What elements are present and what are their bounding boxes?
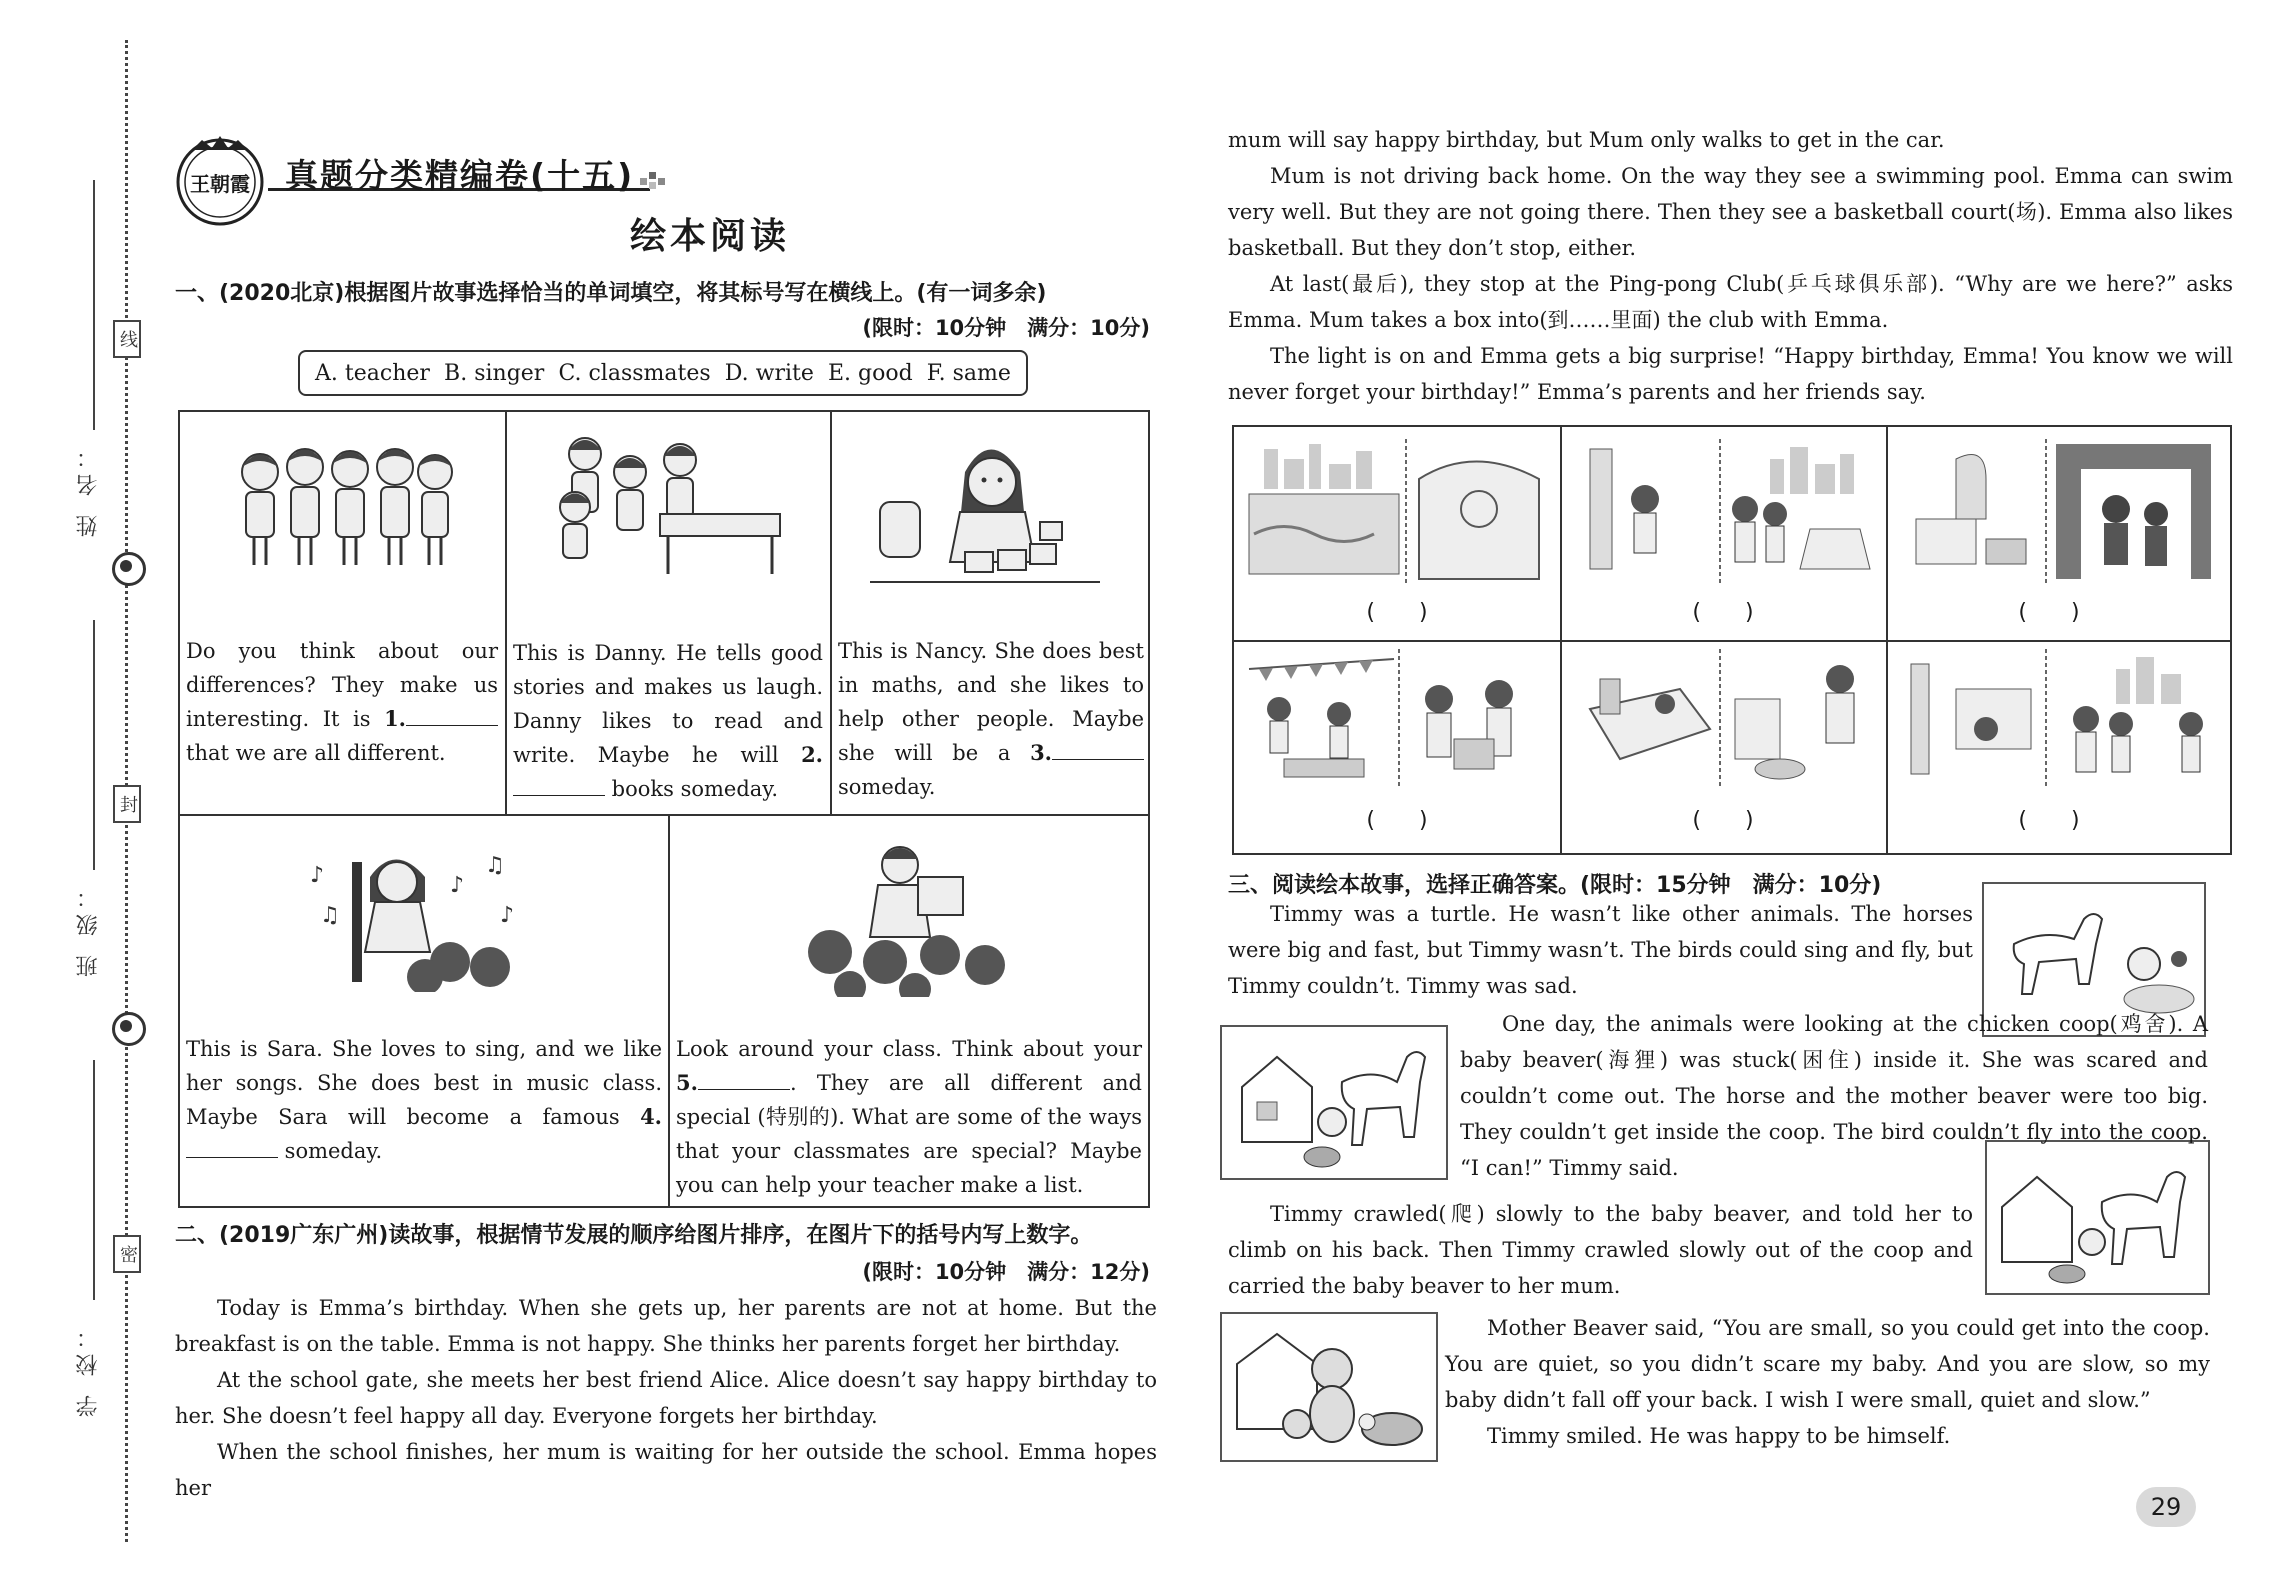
- grid-divider: [505, 412, 507, 814]
- part3-paragraph-3: Timmy crawled(爬) slowly to the baby beaver, and told her to climb on his back. Then Timmy crawled slowly out of the coop and carried the baby beaver to her mum.: [1228, 1202, 1973, 1298]
- scene-pingpong-club-illustration: [1896, 439, 2216, 588]
- answer-blank-5[interactable]: [698, 1069, 790, 1090]
- name-label: 姓 名：: [76, 440, 101, 537]
- part3-instruction: 三、阅读绘本故事，选择正确答案。(限时：15分钟 满分：10分): [1228, 873, 1882, 898]
- page-subtitle: 绘本阅读: [630, 216, 791, 257]
- story-paragraph: At last(最后), they stop at the Ping-pong Club(乒乓球俱乐部). “Why are we here?” asks Emma. Mum takes a box into(到……里面) the club with Emma.: [1228, 272, 2233, 332]
- part1-limit: (限时：10分钟 满分：10分): [862, 316, 1150, 340]
- cut-mark-bottom: 密: [113, 1235, 141, 1273]
- svg-text:♪: ♪: [310, 863, 325, 888]
- svg-text:♫: ♫: [320, 903, 340, 928]
- cell-text-before: Do you think about our differences? They make us interesting. It is: [186, 639, 498, 731]
- scene-pool-court-illustration: [1244, 439, 1549, 588]
- answer-blank-2[interactable]: [513, 775, 605, 796]
- coop-animals-picture: [1220, 1025, 1448, 1180]
- sara-singing-illustration: [300, 842, 530, 996]
- cell-text-after: that we are all different.: [186, 741, 446, 765]
- blank-number: 5.: [676, 1070, 698, 1095]
- cell-text-before: Look around your class. Think about your: [676, 1037, 1142, 1061]
- scene-bedroom-breakfast-illustration: [1570, 649, 1875, 793]
- word-bank: [298, 350, 1028, 396]
- binding-hole-icon: [112, 1012, 146, 1046]
- part3-paragraph-4: Mother Beaver said, “You are small, so you could get into the coop. You are quiet, so you didn’t scare my baby. And you are slow, so my baby didn’t fall off your back. I wish I were small, quiet and slow.”: [1445, 1316, 2210, 1412]
- answer-blank-3[interactable]: [1052, 739, 1144, 760]
- story-paragraph: The light is on and Emma gets a big surprise! “Happy birthday, Emma! You know we will never forget your birthday!” Emma’s parents and her friends say.: [1228, 344, 2233, 404]
- part2-limit: (限时：10分钟 满分：12分): [862, 1260, 1150, 1284]
- blank-number: 4.: [640, 1104, 662, 1129]
- name-underline: [93, 180, 95, 430]
- order-answer-parens[interactable]: ( ): [1366, 808, 1428, 833]
- story-paragraph: When the school finishes, her mum is waiting for her outside the school. Emma hopes her: [175, 1440, 1157, 1500]
- cell-text-after: someday.: [838, 775, 936, 799]
- cell-text-before: This is Danny. He tells good stories and makes us laugh. Danny likes to read and write. Maybe he will: [513, 641, 823, 767]
- cell-text-after: someday.: [278, 1139, 383, 1163]
- grid-divider: [668, 814, 670, 1208]
- nancy-cards-illustration: [870, 432, 1110, 601]
- cell-text-before: This is Nancy. She does best in maths, and she likes to help other people. Maybe she will be a: [838, 639, 1144, 765]
- scene-school-gate-illustration: [1570, 439, 1875, 588]
- order-answer-parens[interactable]: ( ): [1692, 600, 1754, 625]
- class-label: 班 级：: [76, 880, 101, 977]
- title-ornament-icon: [640, 170, 670, 198]
- blank-number: 3.: [1030, 740, 1052, 765]
- school-label: 学 校：: [76, 1320, 101, 1417]
- grid-divider: [1886, 427, 1888, 853]
- scene-car-ride-illustration: [1896, 649, 2216, 793]
- word-option: F. same: [926, 360, 1011, 386]
- svg-text:♪: ♪: [500, 903, 515, 928]
- part1-cell-3-text: [838, 634, 1144, 804]
- beavers-turtle-picture: [1220, 1312, 1438, 1462]
- cut-mark-mid: 封: [113, 785, 141, 823]
- part1-cell-1-text: [186, 634, 498, 770]
- story-paragraph: Mum is not driving back home. On the way they see a swimming pool. Emma can swim very well. But they are not going there. Then they see a basketball court(场). Emma also likes basketball. But they don’t stop, either.: [1228, 164, 2233, 260]
- grid-divider: [1234, 640, 2230, 642]
- blank-number: 1.: [384, 706, 406, 731]
- cell-text-after: . They are all different and special (特别的). What are some of the ways that your classmates are special? Maybe you can help your teacher make a list.: [676, 1071, 1142, 1197]
- part2-instruction: 二、(2019广东广州)读故事，根据情节发展的顺序给图片排序，在图片下的括号内写上数字。: [175, 1223, 1093, 1248]
- part1-cell-5-text: [676, 1032, 1142, 1202]
- binding-hole-icon: [112, 552, 146, 586]
- order-answer-parens[interactable]: ( ): [2018, 808, 2080, 833]
- grid-divider: [830, 412, 832, 814]
- teacher-class-illustration: [790, 837, 1030, 1001]
- brand-logo: [172, 132, 268, 228]
- part2-story-left: [175, 1290, 1157, 1506]
- part3-paragraph-1: Timmy was a turtle. He wasn’t like other animals. The horses were big and fast, but Timmy wasn’t. The birds could sing and fly, but Timmy couldn’t. Timmy was sad.: [1228, 902, 1973, 998]
- danny-desk-illustration: [550, 432, 790, 581]
- logo-text: 王朝霞: [190, 172, 250, 196]
- order-answer-parens[interactable]: ( ): [1366, 600, 1428, 625]
- word-option: A. teacher: [315, 360, 430, 386]
- answer-blank-1[interactable]: [406, 705, 498, 726]
- part1-cell-2-text: [513, 636, 823, 806]
- part3-paragraph-5: Timmy smiled. He was happy to be himself.: [1487, 1424, 1951, 1448]
- cell-text-before: This is Sara. She loves to sing, and we like her songs. She does best in music class. Maybe Sara will become a famous: [186, 1037, 662, 1129]
- story-paragraph: Today is Emma’s birthday. When she gets up, her parents are not at home. But the breakfast is on the table. Emma is not happy. She thinks her parents forget her birthday.: [175, 1296, 1157, 1356]
- scene-party-illustration: [1244, 649, 1549, 793]
- order-answer-parens[interactable]: ( ): [2018, 600, 2080, 625]
- story-paragraph: At the school gate, she meets her best friend Alice. Alice doesn’t say happy birthday to her. She doesn’t feel happy all day. Everyone forgets her birthday.: [175, 1368, 1157, 1428]
- kids-group-illustration: [230, 437, 460, 576]
- svg-text:♪: ♪: [450, 873, 465, 898]
- part1-instruction: 一、(2020北京)根据图片故事选择恰当的单词填空，将其标号写在横线上。(有一词多余): [175, 281, 1047, 306]
- grid-divider: [180, 814, 1148, 816]
- part1-picture-grid: [178, 410, 1150, 1208]
- word-option: E. good: [827, 360, 913, 386]
- cut-mark-top: 线: [113, 320, 141, 358]
- grid-divider: [1560, 427, 1562, 853]
- svg-text:♫: ♫: [485, 853, 505, 878]
- story-paragraph-continued: mum will say happy birthday, but Mum only walks to get in the car.: [1228, 128, 1945, 152]
- part1-cell-4-text: [186, 1032, 662, 1168]
- order-answer-parens[interactable]: ( ): [1692, 808, 1754, 833]
- blank-number: 2.: [801, 742, 823, 767]
- answer-blank-4[interactable]: [186, 1137, 278, 1158]
- part2-story-right: [1228, 122, 2233, 410]
- page-title: 真题分类精编卷(十五): [285, 156, 635, 195]
- cell-text-after: books someday.: [605, 777, 779, 801]
- part2-picture-grid: [1232, 425, 2232, 855]
- page-number: 29: [2136, 1487, 2196, 1527]
- school-underline: [93, 1060, 95, 1300]
- class-underline: [93, 620, 95, 870]
- word-option: C. classmates: [558, 360, 711, 386]
- word-option: D. write: [724, 360, 814, 386]
- word-option: B. singer: [444, 360, 545, 386]
- part3-paragraph-2: One day, the animals were looking at the chicken coop(鸡舍). A baby beaver(海狸) was stuck(困住) inside it. She was scared and couldn’t come out. The horse and the mother beaver were too big. They couldn’t get inside the coop. The bird couldn’t fly into the coop. “I can!” Timmy said.: [1460, 1012, 2208, 1180]
